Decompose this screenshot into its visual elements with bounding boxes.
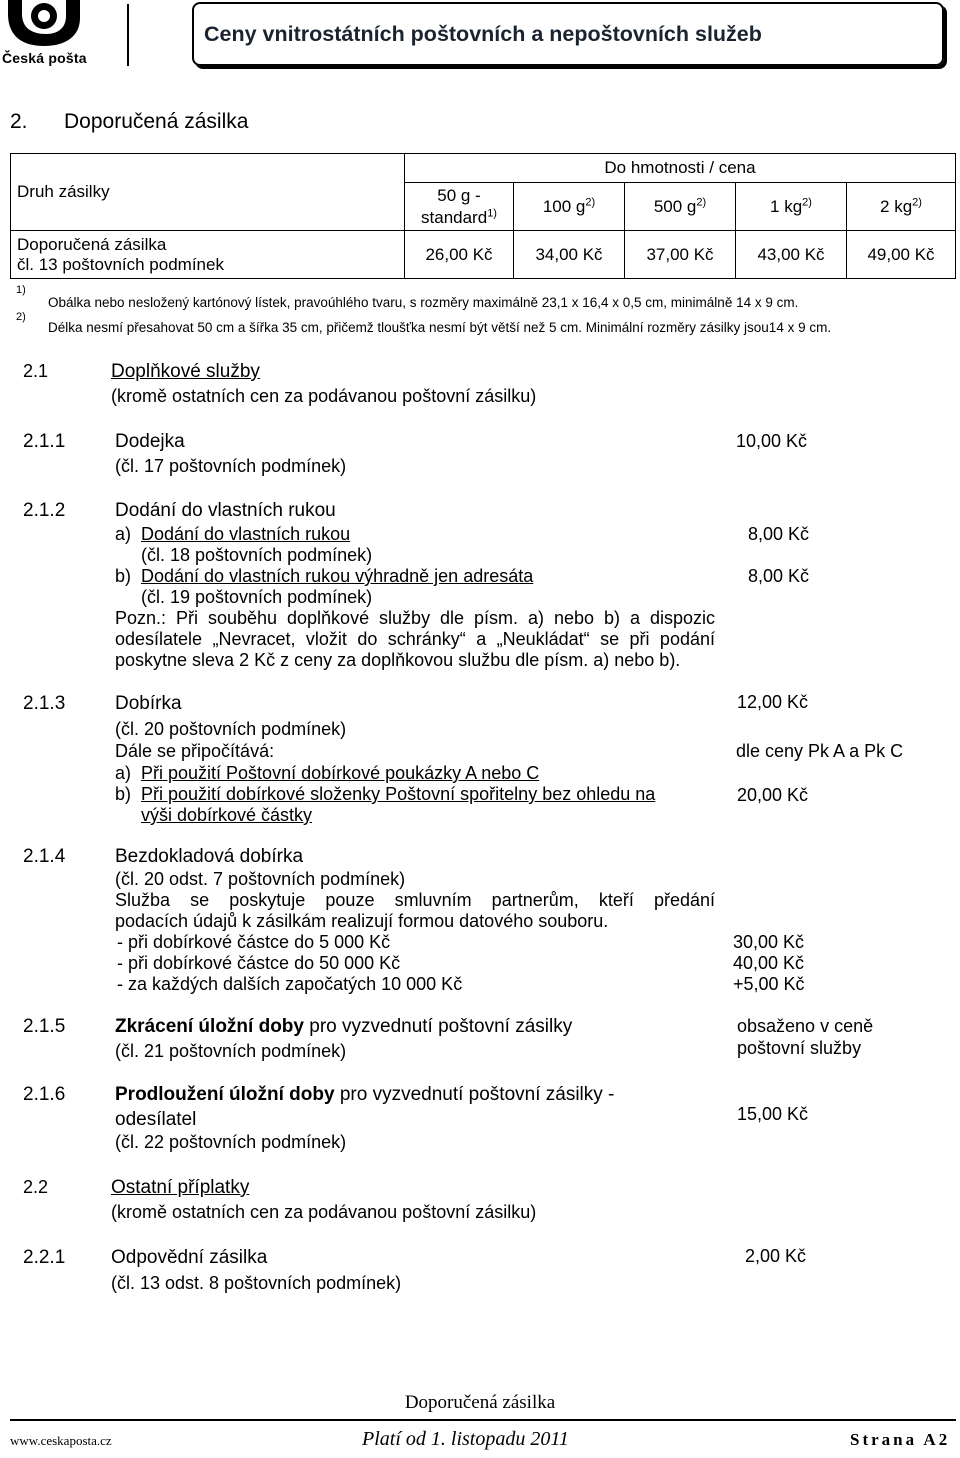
col-group-header: Do hmotnosti / cena <box>405 154 956 183</box>
s216-number: 2.1.6 <box>23 1084 66 1105</box>
s213-title: Dobírka <box>115 693 182 714</box>
s216-price: 15,00 Kč <box>737 1104 809 1124</box>
s21-title: Doplňkové služby <box>111 361 260 382</box>
col-druh-header: Druh zásilky <box>11 154 405 231</box>
s211-number: 2.1.1 <box>23 431 66 452</box>
s212-a-price: 8,00 Kč <box>748 524 810 544</box>
header-banner <box>192 2 944 66</box>
col-2kg-header: 2 $kg^{2)}$ <box>847 183 956 231</box>
s214-title: Bezdokladová dobírka <box>115 846 304 867</box>
s221-price: 2,00 Kč <box>745 1246 807 1266</box>
s216-title: Prodloužení úložní doby pro vyzvednutí poštovní zásilky - <box>115 1084 615 1105</box>
logo-text: Česká pošta <box>2 50 87 66</box>
s22-subtitle: (kromě ostatních cen za podávanou poštovní zásilku) <box>111 1202 537 1222</box>
footer-url[interactable]: www.ceskaposta.cz <box>10 1433 112 1448</box>
section-title <box>10 110 248 134</box>
footnote-mark: 1) <box>16 284 26 296</box>
footnote-text: Délka nesmí přesahovat 50 cm a šířka 35 cm, přičemž tloušťka nesmí být větší než 5 cm. Minimální rozměry zásilky jsou14 x 9 cm. <box>48 320 832 335</box>
price-cell: 34,00 Kč <box>514 231 625 279</box>
footnote-text: Obálka nebo nesložený kartónový lístek, pravoúhlého tvaru, s rozměry maximálně 23,1 x 16,4 x 0,5 cm, minimálně 14 x 9 cm. <box>48 295 799 310</box>
s214-number: 2.1.4 <box>23 846 66 867</box>
s221-number: 2.2.1 <box>23 1247 66 1268</box>
col-1kg-header: 1 $kg^{2)}$ <box>736 183 847 231</box>
price-cell: 49,00 Kč <box>847 231 956 279</box>
list-item: - při dobírkové částce do 50 000 Kč <box>117 953 401 973</box>
s213-price: 12,00 Kč <box>737 692 809 712</box>
s211-ref: (čl. 17 poštovních podmínek) <box>115 456 347 476</box>
s213-ref: (čl. 20 poštovních podmínek) <box>115 719 347 739</box>
col-500g-header: 500 $g^{2)}$ <box>625 183 736 231</box>
s214-text-line1: Služba se poskytuje pouze smluvním partnerům, kteří předání <box>115 890 715 910</box>
footnote-mark: 2) <box>16 311 26 323</box>
horn-logo-icon <box>0 0 100 52</box>
s213-number: 2.1.3 <box>23 693 66 714</box>
s212-note-line1: Pozn.: Při souběhu doplňkové služby dle písm. a) nebo b) a dispozic <box>115 608 715 628</box>
section-title-text: Doporučená zásilka <box>64 110 249 133</box>
footer-page-number: Strana A2 <box>850 1430 951 1449</box>
s216-ref: (čl. 22 poštovních podmínek) <box>115 1132 347 1152</box>
s212-b-text: Dodání do vlastních rukou výhradně jen adresáta <box>141 566 534 586</box>
s21-number: 2.1 <box>23 361 49 381</box>
s213-extra: Dále se připočítává: <box>115 741 275 761</box>
s213-a-prefix: a) <box>115 763 132 783</box>
s215-price-line1: obsaženo v ceně <box>737 1016 874 1036</box>
banner-title: Ceny vnitrostátních poštovních a nepoštovních služeb <box>204 21 762 46</box>
s213-b-price: 20,00 Kč <box>737 785 809 805</box>
s212-b-prefix: b) <box>115 566 132 586</box>
s213-b-text-line1: Při použití dobírkové složenky Poštovní spořitelny bez ohledu na <box>141 784 656 804</box>
list-item-price: 40,00 Kč <box>733 953 805 973</box>
footer-divider <box>10 1419 956 1421</box>
row-label: Doporučená zásilka čl. 13 poštovních podmínek <box>11 231 405 279</box>
s213-b-text-line2: výši dobírkové částky <box>141 805 313 825</box>
s211-title: Dodejka <box>115 431 185 452</box>
price-cell: 37,00 Kč <box>625 231 736 279</box>
s215-ref: (čl. 21 poštovních podmínek) <box>115 1041 347 1061</box>
s212-a-ref: (čl. 18 poštovních podmínek) <box>141 545 373 565</box>
s213-a-text: Při použití Poštovní dobírkové poukázky A nebo C <box>141 763 540 783</box>
price-table <box>10 153 956 279</box>
s21-subtitle: (kromě ostatních cen za podávanou poštovní zásilku) <box>111 386 537 406</box>
list-item-price: 30,00 Kč <box>733 932 805 952</box>
s212-b-price: 8,00 Kč <box>748 566 810 586</box>
s215-title: Zkrácení úložní doby pro vyzvednutí poštovní zásilky <box>115 1016 573 1037</box>
list-item-price: +5,00 Kč <box>733 974 805 994</box>
s22-number: 2.2 <box>23 1177 49 1197</box>
header-divider <box>127 4 129 66</box>
list-item: - při dobírkové částce do 5 000 Kč <box>117 932 391 952</box>
s22-title: Ostatní příplatky <box>111 1177 250 1198</box>
section-number: 2. <box>10 110 28 133</box>
price-cell: 26,00 Kč <box>405 231 514 279</box>
s215-number: 2.1.5 <box>23 1016 66 1037</box>
footer-title: Doporučená zásilka <box>404 1392 556 1413</box>
s214-text-line2: podacích údajů k zásilkám realizují formou datového souboru. <box>115 911 609 931</box>
col-standard-header: 50 g - standard$^{1)}$ <box>405 183 514 231</box>
s212-a-text: Dodání do vlastních rukou <box>141 524 351 544</box>
col-100g-header: 100 $g^{2)}$ <box>514 183 625 231</box>
s215-price-line2: poštovní služby <box>737 1038 862 1058</box>
s213-b-prefix: b) <box>115 784 132 804</box>
s212-note-line3: poskytne sleva 2 Kč z ceny za doplňkovou službu dle písm. a) nebo b). <box>115 650 681 670</box>
s212-note-line2: odesílatele „Nevracet, vložit do schránky“ a „Neukládat“ se při podání <box>115 629 715 649</box>
s211-price: 10,00 Kč <box>736 431 808 451</box>
s212-title: Dodání do vlastních rukou <box>115 500 336 521</box>
table-row <box>11 231 956 279</box>
s213-extra-price: dle ceny Pk A a Pk C <box>736 741 904 761</box>
s214-ref: (čl. 20 odst. 7 poštovních podmínek) <box>115 869 406 889</box>
s221-ref: (čl. 13 odst. 8 poštovních podmínek) <box>111 1273 402 1293</box>
s212-a-prefix: a) <box>115 524 132 544</box>
list-item: - za každých dalších započatých 10 000 Kč <box>117 974 463 994</box>
footer-validity: Platí od 1. listopadu 2011 <box>362 1428 569 1450</box>
s212-b-ref: (čl. 19 poštovních podmínek) <box>141 587 373 607</box>
price-cell: 43,00 Kč <box>736 231 847 279</box>
s216-title-line2: odesílatel <box>115 1109 197 1130</box>
s212-number: 2.1.2 <box>23 500 66 521</box>
s221-title: Odpovědní zásilka <box>111 1247 268 1268</box>
